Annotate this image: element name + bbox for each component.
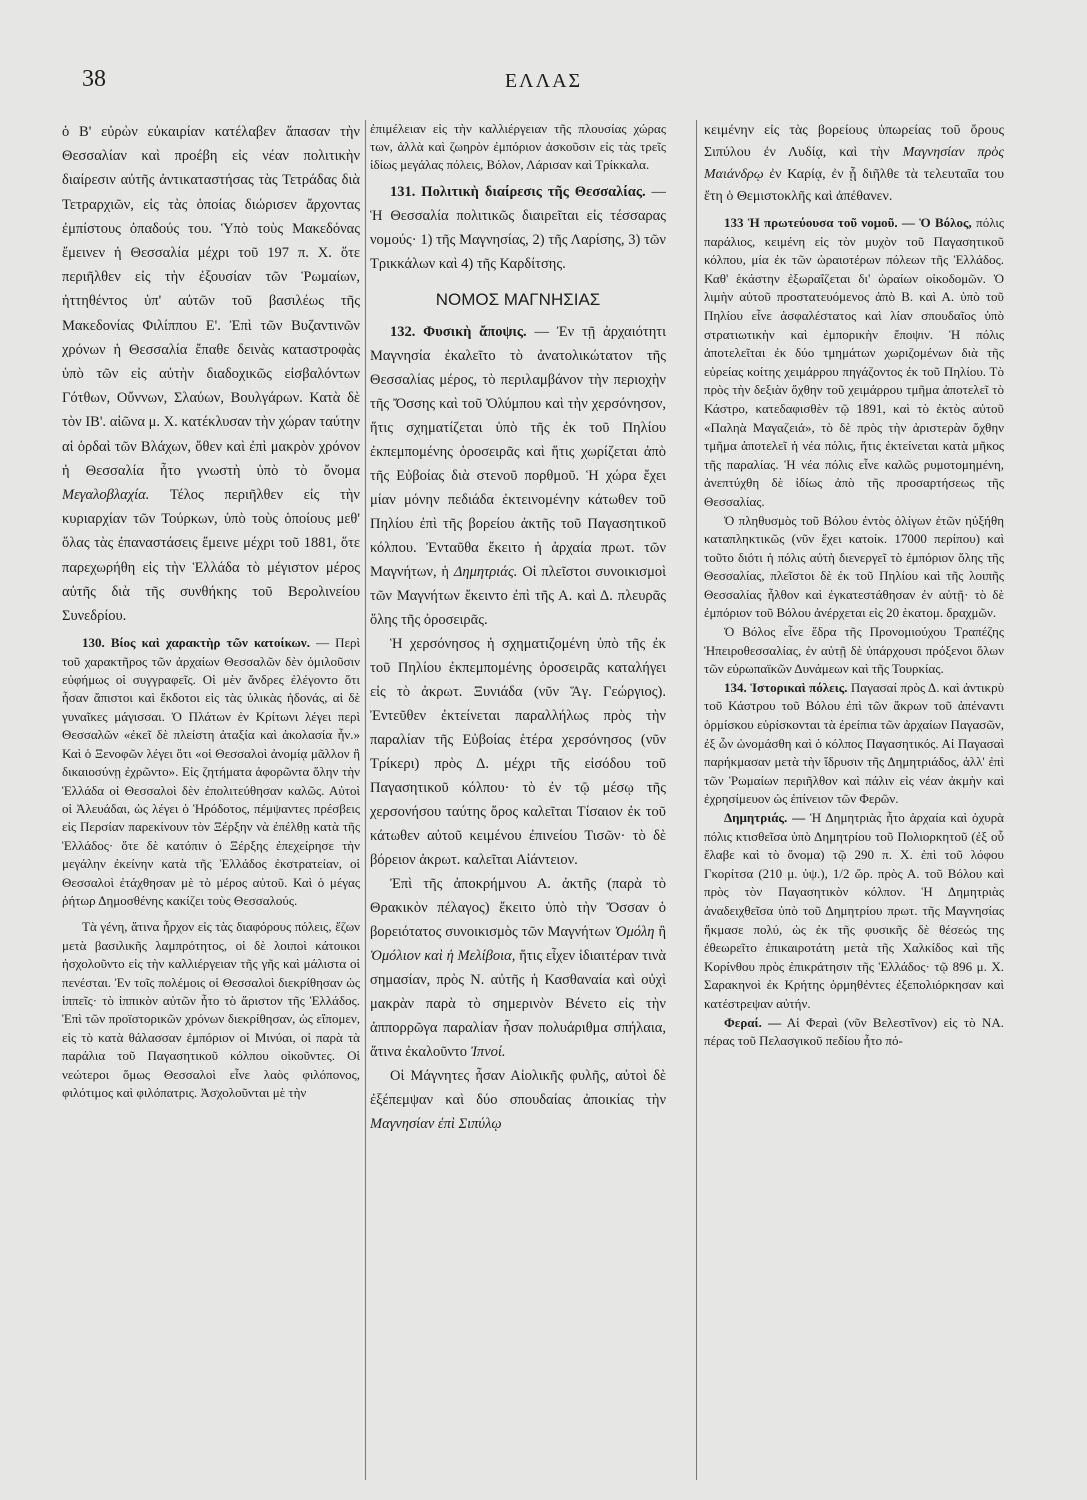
paragraph: ἐπιμέλειαν εἰς τὴν καλλιέργειαν τῆς πλουσίας χώρας των, ἀλλὰ καὶ ζωηρὸν ἐμπόριον ἀσκοῦσιν εἰς τὰς τρεῖς ἰδίως μεγάλας πόλεις, Βόλον, Λάρισαν καὶ Τρίκκαλα. <box>370 121 666 172</box>
section-133: 133 Ἡ πρωτεύουσα τοῦ νομοῦ. — Ὁ Βόλος, πόλις παράλιος, κειμένη εἰς τὸν μυχὸν τοῦ Παγασητικοῦ κόλπου, μία ἐκ τῶν ὡραιοτέρων πόλεων τῆς Ἑλλάδος. Καθ' ἑκάστην ἐξωραΐζεται δι' ὡραίων οἰκοδομῶν. Ὁ λιμὴν αὐτοῦ προστατευόμενος ἀπὸ Β. καὶ Α. ὑπὸ τοῦ Πηλίου εἶνε ἀσφαλέστατος καὶ λίαν σπουδαῖος ὑπὸ στρατιωτικὴν καὶ ἐμπορικὴν ἔποψιν. Ἡ πόλις ἀποτελεῖται ἐκ δύο τμημάτων χωριζομένων διὰ τῆς εὐρείας κοίτης χειμάρρου πηγάζοντος ἐκ τοῦ Πηλίου. Τὸ πρὸς τὴν δεξιὰν ὄχθην τοῦ χειμάρρου τμῆμα ἀποτελεῖ τὸ Κάστρο, κατεδαφισθὲν τῷ 1891, καὶ τὸ ἐκτὸς αὐτοῦ «Παληὰ Μαγαζειά», τὸ δὲ πρὸς τὴν ἀριστερὰν ὄχθην τμῆμα ἀποτελεῖ ἡ νέα πόλις, ἥτις ἐκτείνεται κατὰ μῆκος τῆς παραλίας. Ἡ νέα πόλις εἶνε καλῶς ρυμοτομημένη, ἀνεπτύχθη δὲ ἰδίως ἀπὸ τῆς προσαρτήσεως τῆς Θεσσαλίας. <box>704 215 1004 509</box>
page-number: 38 <box>82 66 106 92</box>
subheading: Δημητριάς. — <box>724 810 806 825</box>
column-left <box>62 120 360 1480</box>
paragraph: Φεραί. — Αἱ Φεραὶ (νῦν Βελεστῖνον) εἰς τὸ ΝΑ. πέρας τοῦ Πελασγικοῦ πεδίου ἦτο πό- <box>704 1014 1004 1049</box>
paragraph: Ἡ χερσόνησος ἡ σχηματιζομένη ὑπὸ τῆς ἐκ τοῦ Πηλίου ἐκπεμπομένης ὀροσειρᾶς καταλήγει εἰς τὸ ἀκρωτ. Ξυνιάδα (νῦν Ἅγ. Γεώργιος). Ἐντεῦθεν ἐκτείνεται παραλλήλως πρὸς τὴν παραλίαν τῆς Εὐβοίας ἑτέρα χερσόνησος (νῦν Τρίκερι) πρὸς Δ. μέχρι τῆς εἰσόδου τοῦ Παγασητικοῦ κόλπου· τὸ ἐν τῷ μέσῳ τῆς χερσονήσου ταύτης ὄρος καλεῖται Τίσαιον ἐκ τοῦ κάτωθεν αὐτοῦ κειμένου ἐπινείου Τισῶν· τὸ δὲ βόρειον ἀκρωτ. καλεῖται Αἰάντειον. <box>370 636 666 868</box>
section-heading: 132. Φυσικὴ ἄποψις. <box>390 324 527 340</box>
paragraph: Ὁ πληθυσμὸς τοῦ Βόλου ἐντὸς ὀλίγων ἐτῶν ηὐξήθη καταπληκτικῶς (νῦν ἔχει κατοίκ. 17000 περίπου) καὶ τοῦτο διότι ἡ πόλις αὐτὴ διενεργεῖ τὸ ἐμπόριον ὅλης τῆς Θεσσαλίας, πλεῖστοι δὲ ἐκ τοῦ Πηλίου καὶ τῆς λοιπῆς Θεσσαλίας ἦλθον καὶ ἐγκατεστάθησαν ἐν αὐτῇ· τὸ δὲ ἐμπόριον τοῦ Βόλου ἀνέρχεται εἰς 20 ἑκατομ. δραχμῶν. <box>704 512 1004 621</box>
section-132: 132. Φυσικὴ ἄποψις. — Ἐν τῇ ἀρχαιότητι Μαγνησία ἐκαλεῖτο τὸ ἀνατολικώτατον τῆς Θεσσαλίας μέρος, τὸ περιλαμβάνον τὴν περιοχὴν τῆς Ὄσσης καὶ τοῦ Ὀλύμπου καὶ τὴν χερσόνησον, ἥτις σχηματίζεται ὑπὸ τῆς ἐκ τοῦ Πηλίου ἐκπεμπομένης ὀροσειρᾶς καὶ ἥτις χωρίζεται ἀπὸ τῆς Εὐβοίας διὰ στενοῦ πορθμοῦ. Ἡ χώρα ἔχει μίαν μόνην πεδιάδα ἐκτεινομένην κάτωθεν τοῦ Πηλίου ἐπὶ τῆς βορείου ἀκτῆς τοῦ Παγασητικοῦ κόλπου. Ἐνταῦθα ἔκειτο ἡ ἀρχαία πρωτ. τῶν Μαγνήτων, ἡ Δημητριάς. Οἱ πλεῖστοι συνοικισμοὶ τῶν Μαγνήτων ἔκειντο ἐπὶ τῆς Α. καὶ Δ. πλευρᾶς ὅλης τῆς ὀροσειρᾶς. <box>370 324 666 628</box>
subheading: Φεραί. — <box>724 1014 782 1030</box>
paragraph: Τὰ γένη, ἅτινα ἦρχον εἰς τὰς διαφόρους πόλεις, ἔζων μετὰ βασιλικῆς λαμπρότητος, οἱ δὲ λοιποὶ κάτοικοι ἠσχολοῦντο εἰς τὴν καλλιέργειαν τῆς γῆς καὶ μάλιστα οἱ πενέσται. Ἐν τοῖς πολέμοις οἱ Θεσσαλοὶ διεκρίθησαν ὡς ἱππεῖς· τὸ ἱππικὸν αὐτῶν ἦτο τὸ ἄριστον τῆς Ἑλλάδος. Ἐπὶ τῶν προϊστορικῶν χρόνων διεκρίθησαν, ὡς εἴπομεν, εἰς τὸ κατὰ θάλασσαν ἐμπόριον οἱ Μινύαι, οἱ παρὰ τὰ παράλια τοῦ Παγασητικοῦ κόλπου οἰκοῦντες. Οἱ νεώτεροι ὅμως Θεσσαλοὶ εἶνε λαὸς φιλόπονος, φιλότιμος καὶ φιλόπατρις. Ἀσχολοῦνται μὲ τὴν <box>62 919 360 1101</box>
running-title: ΕΛΛΑΣ <box>504 70 583 92</box>
column-right <box>704 120 1004 1480</box>
section-134: 134. Ἱστορικαὶ πόλεις. Παγασαί πρὸς Δ. καὶ ἀντικρὺ τοῦ Κάστρου τοῦ Βόλου ἐπὶ τῶν ἄκρων τοῦ ἀπέναντι ὁρμίσκου εὑρίσκονται τὰ ἐρείπια τῶν ἀρχαίων Παγασῶν, ἐξ ὧν ὠνομάσθη καὶ ὁ κόλπος Παγασητικός. Αἱ Παγασαὶ παρήκμασαν μετὰ τὴν ἵδρυσιν τῆς Δημητριάδος, ἀλλ' ἐπὶ τῶν Ῥωμαίων περιῆλθον καὶ πάλιν εἰς νέαν ἀκμὴν καὶ ἐχρησίμευον ὡς ἐπίνειον τῶν Φερῶν. <box>704 679 1004 807</box>
column-divider <box>365 120 366 1480</box>
column-middle <box>370 120 666 1480</box>
section-title: ΝΟΜΟΣ ΜΑΓΝΗΣΙΑΣ <box>435 290 601 309</box>
section-heading: 130. Βίος καὶ χαρακτὴρ τῶν κατοίκων. <box>82 635 310 651</box>
section-heading: 134. Ἱστορικαὶ πόλεις. <box>724 679 848 695</box>
paragraph: Ἐπὶ τῆς ἀποκρήμνου Α. ἀκτῆς (παρὰ τὸ Θρακικὸν πέλαγος) ἔκειτο ὑπὸ τὴν Ὄσσαν ὁ βορειότατος συνοικισμὸς τῶν Μαγνήτων Ὀμόλη ἢ Ὁμόλιον καὶ ἡ Μελίβοια, ἥτις εἶχεν ἰδιαιτέραν τινὰ σημασίαν, πρὸς Ν. αὐτῆς ἡ Κασθαναία καὶ οὐχὶ μακρὰν παρὰ τὸ σημερινὸν Βένετο εἰς τὴν ἀππορρῶγα παραλίαν ἦσαν πολυάριθμα σπήλαια, ἅτινα ἐκαλοῦντο Ἰπνοί. <box>370 876 666 1060</box>
page-header <box>0 66 1087 98</box>
paragraph: Ὁ Βόλος εἶνε ἕδρα τῆς Προνομιούχου Τραπέζης Ἠπειροθεσσαλίας, ἐν αὐτῇ δὲ ὑπάρχουσι πρόξενοι ὅλων τῶν εὐρωπαϊκῶν Δυνάμεων καὶ τῆς Τουρκίας. <box>704 624 1004 677</box>
paragraph: Οἱ Μάγνητες ἦσαν Αἰολικῆς φυλῆς, αὐτοὶ δὲ ἐξέπεμψαν καὶ δύο σπουδαίας ἀποικίας τὴν Μαγνησίαν ἐπὶ Σιπύλῳ <box>370 1068 666 1132</box>
paragraph: ὁ Β' εὐρὼν εὐκαιρίαν κατέλαβεν ἅπασαν τὴν Θεσσαλίαν καὶ προέβη εἰς νέαν πολιτικὴν διαίρεσιν αὐτῆς ἀντικαταστήσας τὰς Τετράδας διὰ Τετραρχιῶν, εἰς τὰς ὁποίας διώρισεν ἄρχοντας ἐμπίστους ὀπαδούς του. Ὑπὸ τοὺς Μακεδόνας ἔμεινεν ἡ Θεσσαλία μέχρι τοῦ 197 π. Χ. ὅτε περιῆλθεν εἰς τὴν ἐξουσίαν τῶν Ῥωμαίων, ἡττηθέντος ὑπ' αὐτῶν τοῦ βασιλέως τῆς Μακεδονίας Φιλίππου Ε'. Ἐπὶ τῶν Βυζαντινῶν χρόνων ἡ Θεσσαλία ἔπαθε δεινὰς καταστροφὰς ὑπὸ τῶν εἰς αὐτὴν διαδοχικῶς εἰσβαλόντων Γότθων, Οὔννων, Σλαύων, Βουλγάρων. Κατὰ δὲ τὸν ΙΒ'. αἰῶνα μ. Χ. κατέκλυσαν τὴν χώραν ταύτην αἱ ὁρδαὶ τῶν Βλάχων, ὅθεν καὶ ἐπὶ μακρὸν χρόνον ἡ Θεσσαλία ἦτο γνωστὴ ὑπὸ τὸ ὄνομα Μεγαλοβλαχία. Τέλος περιῆλθεν εἰς τὴν κυριαρχίαν τῶν Τούρκων, ὑπὸ τοὺς ὁποίους μεθ' ὅλας τὰς ἐπαναστάσεις ἔμεινε μέχρι τοῦ 1881, ὅτε παρεχωρήθη εἰς τὴν Ἑλλάδα τὸ μέγιστον μέρος αὐτῆς διὰ τῆς συνθήκης τοῦ Βερολινείου Συνεδρίου. <box>62 124 360 625</box>
section-heading: 133 Ἡ πρωτεύουσα τοῦ νομοῦ. — Ὁ Βόλος, <box>724 215 972 230</box>
section-130: 130. Βίος καὶ χαρακτὴρ τῶν κατοίκων. — Περὶ τοῦ χαρακτῆρος τῶν ἀρχαίων Θεσσαλῶν δὲν ὁμιλοῦσιν εὐφήμως οἱ συγγραφεῖς. Οἱ μὲν ἄνδρες ἐλέγοντο ὅτι ἦσαν ἄπιστοι καὶ ἔκδοτοι εἰς τὰς ὑλικὰς ἡδονάς, αἱ δὲ γυναῖκες μάγισσαι. Ὁ Πλάτων ἐν Κρίτωνι λέγει περὶ Θεσσαλῶν «ἐκεῖ δὲ πλείστη ἀταξία καὶ ἀκολασία ἦν.» Καὶ ὁ Ξενοφῶν λέγει ὅτι «οἱ Θεσσαλοὶ ἀνομίᾳ μᾶλλον ἢ δικαιοσύνῃ ἐχρῶντο». Εἰς ζητήματα ἀφορῶντα ὅλην τὴν Ἑλλάδα οἱ Θεσσαλοὶ δὲν ἐπολιτεύθησαν καλῶς. Αὐτοὶ οἱ Ἀλευάδαι, ὡς λέγει ὁ Ἡρόδοτος, πέμψαντες πρέσβεις εἰς Περσίαν παρεκίνουν τὸν Ξέρξην νὰ ἐπέλθῃ κατὰ τῆς Ἑλλάδος· ὅτε δὲ κατόπιν ὁ Ξέρξης ἐπεχείρησε τὴν μεγάλην ἐκείνην κατὰ τῆς Ἑλλάδος ἐκστρατείαν, οἱ Θεσσαλοὶ ἐτάχθησαν μὲ τὸ μέρος αὐτοῦ. Καὶ ὁ μέγας ῥήτωρ Δημοσθένης κακίζει τοὺς Θεσσαλούς. <box>62 635 360 908</box>
column-divider <box>696 120 697 1480</box>
paragraph: Δημητριάς. — Ἡ Δημητριὰς ἦτο ἀρχαία καὶ ὀχυρὰ πόλις κτισθεῖσα ὑπὸ Δημητρίου τοῦ Πολιορκητοῦ (ἐξ οὗ ἔλαβε καὶ τὸ ὄνομα) τῷ 290 π. Χ. ἐπὶ τοῦ λόφου Γκορίτσα (210 μ. ὑψ.), 1/2 ὥρ. πρὸς Α. τοῦ Βόλου καὶ πρὸς τὸν Παγασητικὸν κόλπον. Ἡ Δημητριὰς ἀναδειχθεῖσα ὑπὸ τοῦ Δημητρίου πρωτ. τῆς Μαγνησίας ἤκμασε πολύ, ὡς ἐκ τῆς φυσικῆς δὲ θέσεώς της ἐθεωρεῖτο ἐπικαιροτάτη μετὰ τῆς Χαλκίδος καὶ τῆς Κορίνθου πρὸς ἐπικράτησιν τῆς Ἑλλάδος· τῷ 896 μ. Χ. Σαρακηνοὶ ἐκ Κρήτης ὁρμηθέντες ἐξεπολιόρκησαν καὶ κατέστρεψαν αὐτήν. <box>704 810 1004 1011</box>
section-131: 131. Πολιτικὴ διαίρεσις τῆς Θεσσαλίας. — Ἡ Θεσσαλία πολιτικῶς διαιρεῖται εἰς τέσσαρας νομούς· 1) τῆς Μαγνησίας, 2) τῆς Λαρίσης, 3) τῶν Τρικκάλων καὶ 4) τῆς Καρδίτσης. <box>370 184 666 272</box>
paragraph: κειμένην εἰς τὰς βορείους ὑπωρείας τοῦ ὄρους Σιπύλου ἐν Λυδίᾳ, καὶ τὴν Μαγνησίαν πρὸς Μαιάνδρῳ ἐν Καρίᾳ, ἐν ᾗ διῆλθε τὰ τελευταῖα του ἔτη ὁ Θεμιστοκλῆς καὶ ἀπέθανεν. <box>704 123 1004 204</box>
section-heading: 131. Πολιτικὴ διαίρεσις τῆς Θεσσαλίας. <box>390 184 646 200</box>
